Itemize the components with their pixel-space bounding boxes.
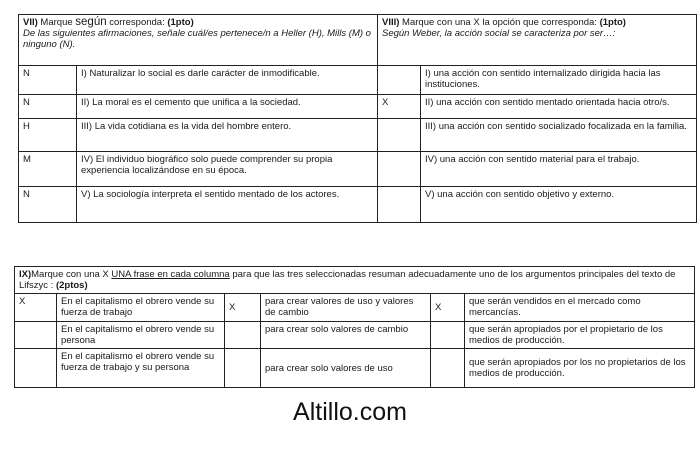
q8-mark bbox=[378, 119, 421, 152]
q9-title-a: Marque con una X bbox=[31, 269, 112, 280]
q7-answer: H bbox=[19, 119, 77, 152]
q9-mark-col2 bbox=[225, 349, 261, 388]
table-row bbox=[15, 349, 695, 388]
q9-phrase-col3: que serán apropiados por el propietario de los medios de producción. bbox=[465, 322, 695, 349]
q7-statement: II) La moral es el cemento que unifica a la sociedad. bbox=[77, 95, 378, 119]
q7-points: (1pto) bbox=[167, 17, 194, 28]
q7-number: VII) bbox=[23, 17, 38, 28]
q7-statement: V) La sociología interpreta el sentido mentado de los actores. bbox=[77, 187, 378, 223]
q7-title-b: según bbox=[75, 16, 107, 28]
q9-points: (2ptos) bbox=[55, 280, 88, 291]
q9-mark-col3 bbox=[431, 322, 465, 349]
q9-mark-col2 bbox=[225, 322, 261, 349]
q9-header bbox=[15, 267, 695, 294]
q9-mark-col1: X bbox=[15, 294, 57, 322]
q8-instructions: Según Weber, la acción social se caracteriza por ser…: bbox=[382, 28, 616, 39]
q9-title-underlined: UNA frase en cada columna bbox=[111, 269, 230, 280]
questions-7-8-table bbox=[18, 14, 697, 223]
site-watermark: Altillo.com bbox=[293, 398, 407, 426]
q9-phrase-col2: para crear solo valores de uso bbox=[261, 349, 431, 388]
q8-mark bbox=[378, 187, 421, 223]
q8-option: V) una acción con sentido objetivo y externo. bbox=[421, 187, 697, 223]
q8-number: VIII) bbox=[382, 17, 400, 28]
q8-title: Marque con una X la opción que corresponda: bbox=[399, 17, 600, 28]
q9-phrase-col1: En el capitalismo el obrero vende su persona bbox=[57, 322, 225, 349]
question-9-table bbox=[14, 266, 695, 388]
q7-statement: I) Naturalizar lo social es darle carácter de inmodificable. bbox=[77, 66, 378, 95]
q7-instructions: De las siguientes afirmaciones, señale cuál/es pertenece/n a Heller (H), Mills (M) o ninguno (N). bbox=[23, 28, 371, 50]
q9-phrase-col2: para crear valores de uso y valores de cambio bbox=[261, 294, 431, 322]
q9-mark-col3: X bbox=[431, 294, 465, 322]
q7-title-a: Marque bbox=[37, 17, 76, 28]
table-row bbox=[19, 66, 697, 95]
q8-mark bbox=[378, 152, 421, 187]
q9-phrase-col1: En el capitalismo el obrero vende su fuerza de trabajo y su persona bbox=[57, 349, 225, 388]
q8-option: II) una acción con sentido mentado orientada hacia otro/s. bbox=[421, 95, 697, 119]
table-row bbox=[19, 119, 697, 152]
table-row bbox=[15, 294, 695, 322]
q8-points: (1pto) bbox=[599, 17, 626, 28]
q8-option: III) una acción con sentido socializado focalizada en la familia. bbox=[421, 119, 697, 152]
q9-phrase-col3: que serán vendidos en el mercado como mercancías. bbox=[465, 294, 695, 322]
q9-mark-col1 bbox=[15, 322, 57, 349]
q7-answer: N bbox=[19, 66, 77, 95]
q7-answer: M bbox=[19, 152, 77, 187]
q9-number: IX) bbox=[19, 269, 32, 280]
q9-mark-col1 bbox=[15, 349, 57, 388]
q7-answer: N bbox=[19, 187, 77, 223]
table-row bbox=[19, 95, 697, 119]
q7-statement: III) La vida cotidiana es la vida del hombre entero. bbox=[77, 119, 378, 152]
q9-mark-col2: X bbox=[225, 294, 261, 322]
table-row bbox=[19, 187, 697, 223]
q8-header bbox=[378, 15, 697, 66]
table-row bbox=[15, 322, 695, 349]
q9-phrase-col1: En el capitalismo el obrero vende su fuerza de trabajo bbox=[57, 294, 225, 322]
q8-option: IV) una acción con sentido material para el trabajo. bbox=[421, 152, 697, 187]
q9-title-b: para que las tres seleccionadas resuman adecuadamente uno de los argumentos principales del texto de Lifszyc : bbox=[19, 269, 676, 291]
q9-mark-col3 bbox=[431, 349, 465, 388]
table-row bbox=[19, 152, 697, 187]
q8-option: I) una acción con sentido internalizado dirigida hacia las instituciones. bbox=[421, 66, 697, 95]
q8-mark bbox=[378, 66, 421, 95]
q7-answer: N bbox=[19, 95, 77, 119]
q7-title-c: corresponda: bbox=[106, 17, 168, 28]
q7-header bbox=[19, 15, 378, 66]
q8-mark: X bbox=[378, 95, 421, 119]
q9-phrase-col2: para crear solo valores de cambio bbox=[261, 322, 431, 349]
q9-phrase-col3: que serán apropiados por los no propietarios de los medios de producción. bbox=[465, 349, 695, 388]
q7-statement: IV) El individuo biográfico solo puede comprender su propia experiencia localizándose en su época. bbox=[77, 152, 378, 187]
